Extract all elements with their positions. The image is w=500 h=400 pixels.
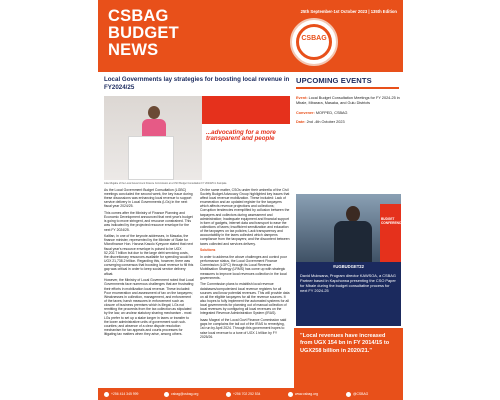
phone-icon [226,392,231,397]
logo-ring [296,24,332,60]
date-text: 2nd -4th October 2023 [306,120,345,125]
twitter-icon [346,392,351,397]
pull-quote: "Local revenues have increased from UGX 154 bn in FY 2014/15 to UGX258 billion in 2020/21." [294,328,403,398]
logo-text: CSBAG [301,35,327,42]
article-photo [104,96,290,180]
brand-title [108,8,228,59]
article-headline: Local Governments lay strategies for boosting local revenue in FY2024/25 [104,76,290,91]
footer-email[interactable] [164,388,198,400]
footer-phone [226,388,260,400]
upcoming-events-title: UPCOMING EVENTS [296,76,372,85]
presenter-photo [296,194,404,264]
main-article [104,76,290,341]
hashtag: #UGBUDGET22 [296,262,401,272]
photo-caption: Julie Mugabe of the Local Government Finance Commission at a CSO Budget Consultation FY 2024/25 in Kampala [104,181,227,185]
fax-text: +256 414 345 999 [111,392,139,396]
brand-line-2: BUDGET [108,24,179,42]
footer-fax [104,388,138,400]
title-rule [296,87,399,89]
paragraph: This comes after the Ministry of Finance Planning and Economic Development announced that next year's budget is going to move stringent, and resource constrained. This was indicated by the projected resource envelope for the next FY 2024/25. [104,210,193,232]
email-icon [164,392,169,397]
event-text: Local Budget Consultation Meetings for FY 2024-25 in Mbale, Mbarara, Masaka, and Gulu Districts [296,96,400,105]
banner-slogan: ...advocating for a more transparent and people [206,128,276,143]
event-row [296,96,401,106]
csbag-logo-icon [290,18,338,66]
issue-date: 25th September-1st October 2023 | 135th Edition [300,9,397,14]
subheading: Solutions [200,248,216,253]
paragraph: In order to address the above challenges and control poor performance status, the Local Government Finance Commission (LGFC) through its Local Revenue Mobilisation Strategy (LRMS) has come up with strategic measures to improve local revenues collection in the local governments. [200,254,287,280]
convener-text: MOFPED, CSBAG [315,110,348,115]
brand-line-1: CSBAG [108,7,169,25]
social-handle[interactable]: @CSBAG [353,392,369,396]
date-label: Date: [296,120,306,125]
event-label: Event: [296,96,308,100]
presenter-head [346,206,360,222]
convener-row [296,111,401,116]
date-row [296,120,401,125]
newsletter-page [98,0,403,400]
podium [128,136,174,180]
globe-icon [288,392,293,397]
sidebar [296,76,404,354]
fax-icon [104,392,109,397]
presenter-body [334,221,372,264]
speaker-head [148,106,160,119]
paragraph: Isaac Magezi of the Local Govt Finance Commission said gaps he complains the tail out of the IRAS to remedying, 1st run by April 2024. Through this government hopes to raise local revenue to a tune of UGX 1 trillion by FY 2025/26. [200,318,287,339]
banner-red-band [202,96,290,124]
paragraph: As the Local Government Budget Consultation (LGBC) meetings concluded the second week, the key issue during these discussions was enhancing local revenue to support service delivery in Local Governments (LGs) in the next fiscal year 2024/25. [104,187,193,209]
article-body [104,188,290,342]
phone-text: +256 702 252 534 [233,392,261,396]
footer-web[interactable] [288,388,318,400]
paragraph: The Commission plans to establish local revenue databases/computerized local revenue registers for all sources and know potential revenues. This will provide data on all the eligible taxpayers for all the revenue sources. It also hopes to fully implement the automated systems for all local governments for planning out of manual collection of local revenues by configuring all local revenues on the Integrated Revenue Administration System (IRAS). [200,282,290,316]
article-column-2 [200,188,290,342]
paragraph: Kalifan, in one of the keynote addresses, in Masaka, the finance minister, represented by the Minister of State for Microfinance Hon. Haruna Kasolo Kyeyune stated that next fiscal year's resource envelope is poised to be UGX 52,202.7 billion but due to the large debt servicing costs, the discretionary resources available for spending would be UGX 21,738.2 trillion. Regarding this, however, there was converging consensus that boosting local revenue to fill this gap was critical in order to keep social service delivery afloat. [104,234,194,276]
article-column-1 [104,188,194,342]
conference-banner [380,204,404,264]
paragraph: However, the Ministry of Local Government noted that Local Governments face numerous challenges that are frustrating their efforts in mobilization local revenue. These included: Poor enumeration and assessment of tax on the taxpayers; Weaknesses in collection, management, and enforcement of the taxes; harsh measures in enforcement such as closure of business premises which is illegal; LGs not remitting the proceeds from the tax collection as stipulated by the law, an unclear statutory sharing mechanism - most LGs prefer to set up a stake longer in taxes or transfer to the lower administrative units of government such sub-counties; and absence of a clear dispute resolution mechanism for tax appeals and courts processes for litigating tax matters when they arise, among others. [104,278,194,337]
event-details [296,96,401,125]
presenter-figure [334,206,372,264]
paragraph: On the same matter, CSOs under their umbrella of the Civil Society Budget Advocacy Group highlighted key issues that affect local revenue mobilization. These included: Lack of enumeration and an updated register for the taxpayers which affects revenue projections and collections; Corruption tendencies exemplified by collusion between the taxpayers and collectors during assessment and administration; Inadequate equipment and financial support in form of gadgets, internet data and transport to ease the collections of taxes; Insufficient sensitization and education of the taxpayers on tax policies; Lack transparency and accountability in the taxes collected which dampens compliance from the taxpayers; and the discontent between taxes collected and services delivery. [200,187,290,246]
presenter-caption: David Mukwana, Program director KAWSOA, a CSBAG Partner based in Kapchorwa presenting the CSO Paper for Mbale during the budget consultative process for next FY 2024-25 [296,272,401,326]
convener-label: Convener: [296,110,315,115]
footer-social[interactable] [346,388,368,400]
masthead [98,0,403,72]
footer [98,388,403,400]
web-text[interactable]: www.csbag.org [295,392,318,396]
conference-banner-text: BUDGET CONFERENCE [381,217,404,225]
brand-line-3: NEWS [108,41,159,59]
email-text[interactable]: csbag@csbag.org [171,392,199,396]
